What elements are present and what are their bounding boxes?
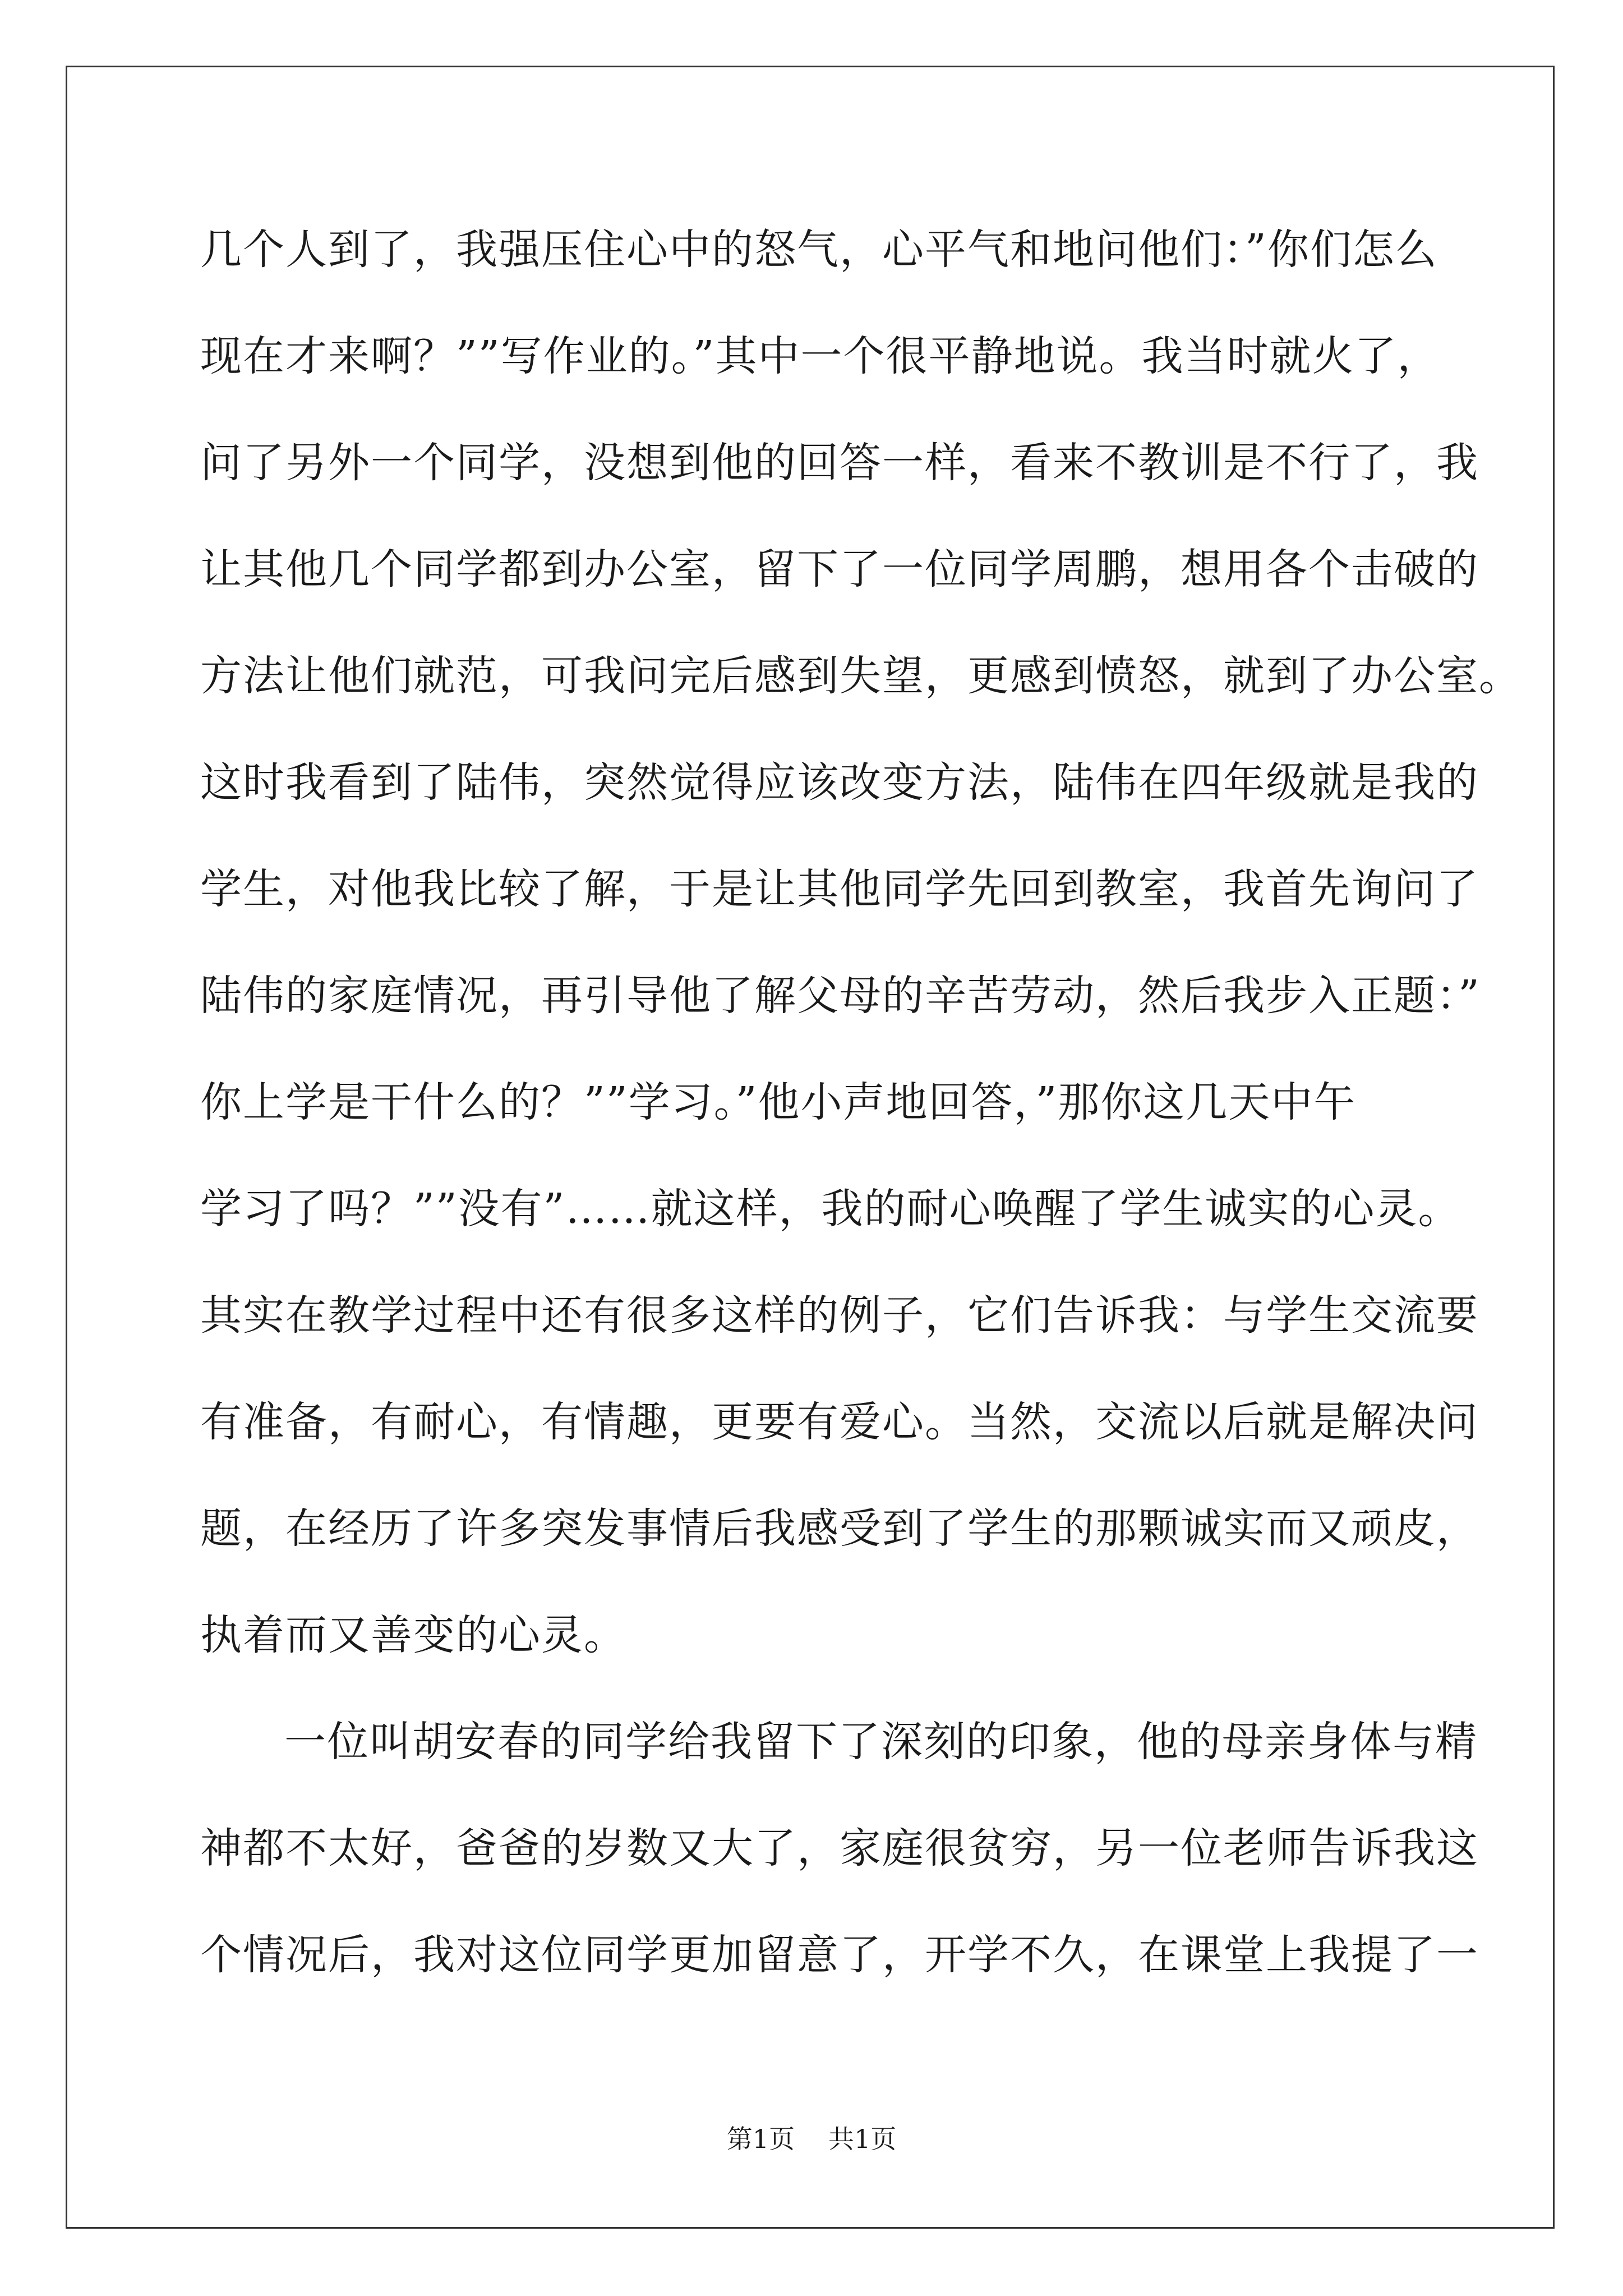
text-line: 执着而又善变的心灵。: [200, 1611, 626, 1659]
text-line: 陆伟的家庭情况，再引导他了解父母的辛苦劳动，然后我步入正题：”: [200, 972, 1481, 1020]
text-line: 问了另外一个同学，没想到他的回答一样，看来不教训是不行了，我: [200, 439, 1479, 487]
text-line: 几个人到了，我强压住心中的怒气，心平气和地问他们：”你们怎么: [200, 226, 1438, 274]
page-number-total: 共1页: [828, 2124, 897, 2154]
text-line: 学生，对他我比较了解，于是让其他同学先回到教室，我首先询问了: [200, 865, 1479, 913]
text-line: 神都不太好，爸爸的岁数又大了，家庭很贫穷，另一位老师告诉我这: [200, 1824, 1479, 1872]
text-line: 其实在教学过程中还有很多这样的例子，它们告诉我：与学生交流要: [200, 1291, 1479, 1340]
text-line: 学习了吗？””没有”……就这样，我的耐心唤醒了学生诚实的心灵。: [200, 1185, 1461, 1233]
text-line: 现在才来啊？””写作业的。”其中一个很平静地说。我当时就火了，: [200, 332, 1440, 380]
text-line: 有准备，有耐心，有情趣，更要有爱心。当然，交流以后就是解决问: [200, 1398, 1479, 1446]
text-line: 让其他几个同学都到办公室，留下了一位同学周鹏，想用各个击破的: [200, 545, 1479, 593]
paragraph-start-line: 一位叫胡安春的同学给我留下了深刻的印象，他的母亲身体与精: [284, 1718, 1478, 1766]
text-line: 你上学是干什么的？””学习。”他小声地回答，”那你这几天中午: [200, 1078, 1357, 1126]
text-line: 个情况后，我对这位同学更加留意了，开学不久，在课堂上我提了一: [200, 1931, 1479, 1979]
text-line: 这时我看到了陆伟，突然觉得应该改变方法，陆伟在四年级就是我的: [200, 758, 1479, 807]
page-footer: [0, 2122, 1623, 2156]
document-body: [200, 219, 1521, 2031]
text-line: 题，在经历了许多突发事情后我感受到了学生的那颗诚实而又顽皮，: [200, 1504, 1479, 1553]
text-line: 方法让他们就范，可我问完后感到失望，更感到愤怒，就到了办公室。: [200, 652, 1521, 700]
page-number-current: 第1页: [726, 2124, 795, 2154]
